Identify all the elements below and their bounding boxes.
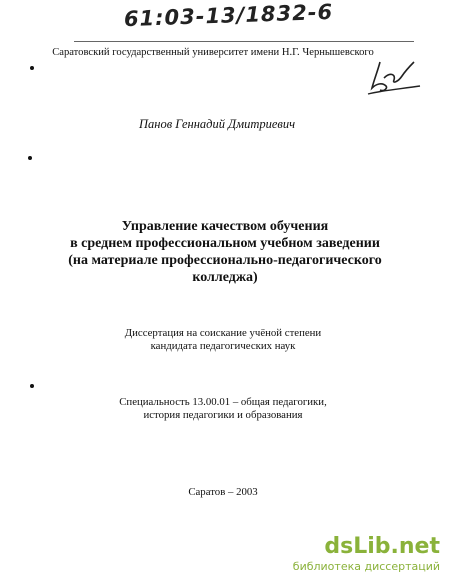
handwritten-catalog-number: 61:03-13/1832-6 (123, 0, 334, 32)
scan-dot (28, 156, 32, 160)
specialty-line-1: Специальность 13.00.01 – общая педагогики, (119, 396, 327, 408)
dslib-watermark (292, 534, 446, 580)
title-line-3: (на материале профессионально-педагогического (68, 253, 382, 268)
specialty-line-2: история педагогики и образования (143, 409, 303, 421)
university-name: Саратовский государственный университет имени Н.Г. Чернышевского (52, 47, 374, 58)
watermark-logo: dsLib.net (324, 534, 440, 559)
author-name: Панов Геннадий Дмитриевич (138, 117, 296, 131)
scan-dot (30, 66, 34, 70)
degree-line-2: кандидата педагогических наук (150, 340, 296, 352)
header-rule (74, 41, 414, 42)
degree-line-1: Диссертация на соискание учёной степени (124, 327, 322, 339)
watermark-caption: библиотека диссертаций (292, 560, 440, 573)
title-line-4: колледжа) (192, 270, 258, 285)
city-year: Саратов – 2003 (188, 486, 258, 498)
title-line-2: в среднем профессиональном учебном заведении (70, 236, 380, 251)
scan-dot (30, 384, 34, 388)
signature-mark (366, 56, 426, 98)
title-line-1: Управление качеством обучения (121, 219, 329, 234)
